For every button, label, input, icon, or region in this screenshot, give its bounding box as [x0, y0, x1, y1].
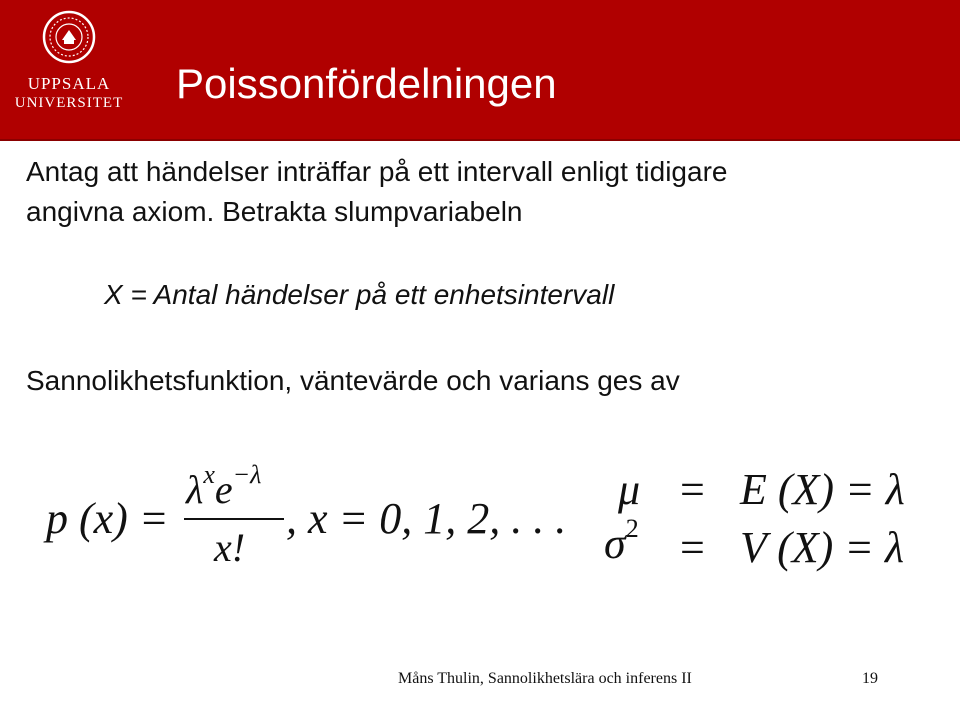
pmf-lhs: p (x) =: [46, 494, 169, 543]
mean-equals: =: [680, 465, 705, 514]
pmf-support: , x = 0, 1, 2, . . .: [286, 494, 567, 543]
page-number: 19: [862, 670, 878, 687]
slide-header: [0, 0, 960, 139]
pmf-numerator: $\lambda^xe^{-\lambda}$: [186, 460, 262, 512]
university-seal-icon: [42, 10, 96, 64]
intro-paragraph-line2: angivna axiom. Betrakta slumpvariabeln: [26, 196, 523, 227]
logo-text-universitet: UNIVERSITET: [14, 95, 124, 111]
variance-equals: =: [680, 523, 705, 572]
slide-footer: Måns Thulin, Sannolikhetslära och inferens II: [398, 670, 692, 687]
pmf-denominator: x!: [214, 525, 246, 570]
intro-paragraph-line1: Antag att händelser inträffar på ett intervall enligt tidigare: [26, 156, 728, 187]
variance-expression: V (X) = λ: [740, 523, 905, 572]
variance-symbol: $\sigma^2$: [604, 514, 639, 568]
university-logo: [14, 10, 124, 120]
logo-text-uppsala: UPPSALA: [27, 74, 111, 93]
mean-symbol: μ: [618, 465, 641, 514]
subheading: Sannolikhetsfunktion, väntevärde och varians ges av: [26, 365, 680, 396]
mean-expression: E (X) = λ: [740, 465, 905, 514]
random-variable-definition: X = Antal händelser på ett enhetsintervall: [104, 279, 615, 310]
slide-title: Poissonfördelningen: [176, 60, 557, 107]
fraction-bar: [184, 518, 284, 520]
header-divider: [0, 139, 960, 141]
